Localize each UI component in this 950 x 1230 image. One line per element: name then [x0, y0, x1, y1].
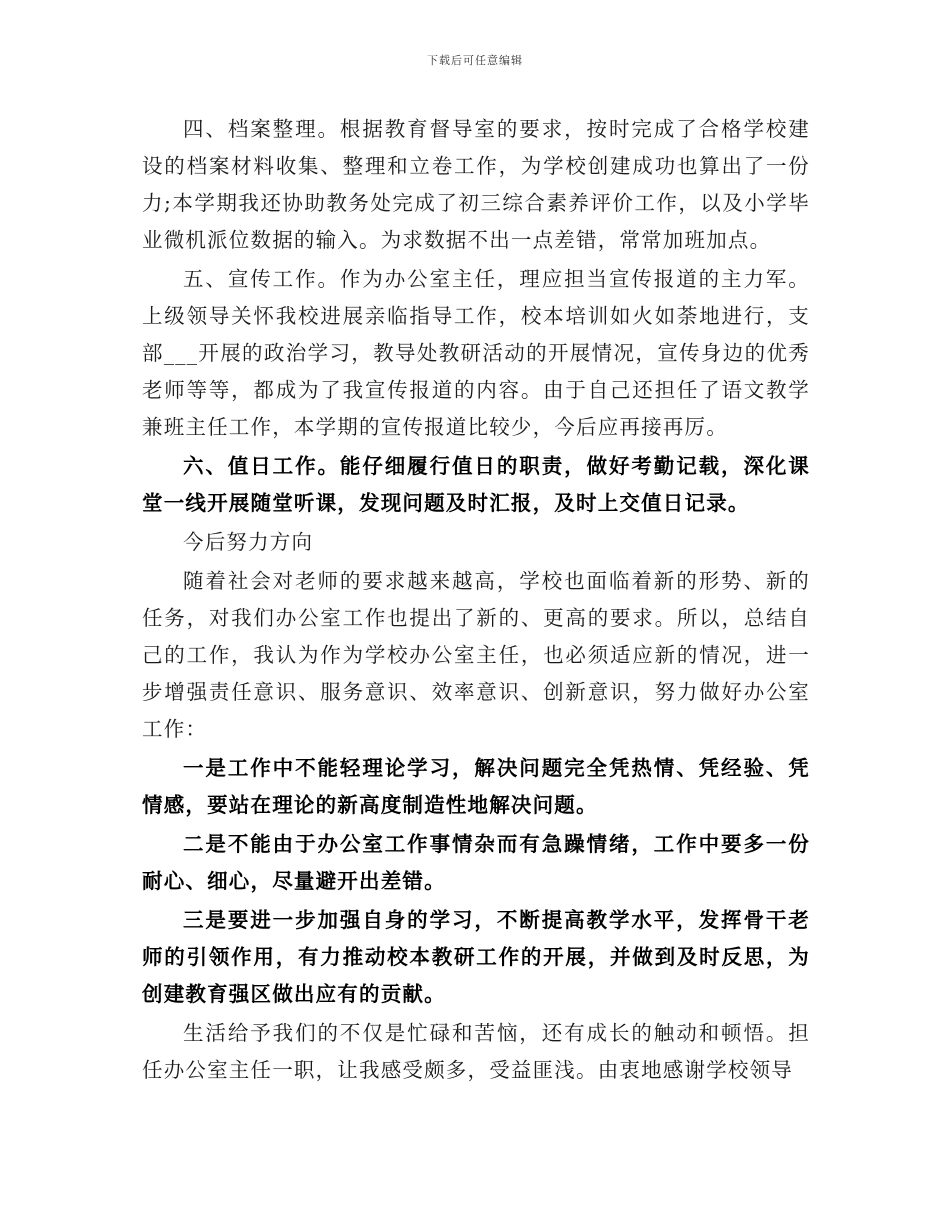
paragraph-point-one: 一是工作中不能轻理论学习，解决问题完全凭热情、凭经验、凭情感，要站在理论的新高度制造性地解决问题。	[142, 756, 810, 817]
paragraph-archive-work: 四、档案整理。根据教育督导室的要求，按时完成了合格学校建设的档案材料收集、整理和立卷工作，为学校创建成功也算出了一份力;本学期我还协助教务处完成了初三综合素养评价工作，以及小学毕业微机派位数据的输入。为求数据不出一点差错，常常加班加点。	[142, 117, 810, 252]
paragraph-closing: 生活给予我们的不仅是忙碌和苦恼，还有成长的触动和顿悟。担任办公室主任一职，让我感受颇多，受益匪浅。由衷地感谢学校领导	[142, 1021, 810, 1082]
paragraph-publicity-work: 五、宣传工作。作为办公室主任，理应担当宣传报道的主力军。上级领导关怀我校进展亲临指导工作，校本培训如火如荼地进行，支部___开展的政治学习，教导处教研活动的开展情况，宣传身边的优秀老师等等，都成为了我宣传报道的内容。由于自己还担任了语文教学兼班主任工作，本学期的宣传报道比较少，今后应再接再厉。	[142, 267, 810, 439]
paragraph-point-two: 二是不能由于办公室工作事情杂而有急躁情绪，工作中要多一份耐心、细心，尽量避开出差错。	[142, 832, 810, 893]
paragraph-point-three: 三是要进一步加强自身的学习，不断提高教学水平，发挥骨干老师的引领作用，有力推动校本教研工作的开展，并做到及时反思，为创建教育强区做出应有的贡献。	[142, 908, 810, 1006]
document-body	[142, 111, 810, 1091]
page-header-note: 下载后可任意编辑	[427, 54, 523, 67]
paragraph-duty-work: 六、值日工作。能仔细履行值日的职责，做好考勤记载，深化课堂一线开展随堂听课，发现问题及时汇报，及时上交值日记录。	[142, 454, 810, 515]
section-heading-future-direction: 今后努力方向	[183, 530, 314, 554]
paragraph-future-intro: 随着社会对老师的要求越来越高，学校也面临着新的形势、新的任务，对我们办公室工作也提出了新的、更高的要求。所以，总结自己的工作，我认为作为学校办公室主任，也必须适应新的情况，进一步增强责任意识、服务意识、效率意识、创新意识，努力做好办公室工作：	[142, 569, 810, 741]
